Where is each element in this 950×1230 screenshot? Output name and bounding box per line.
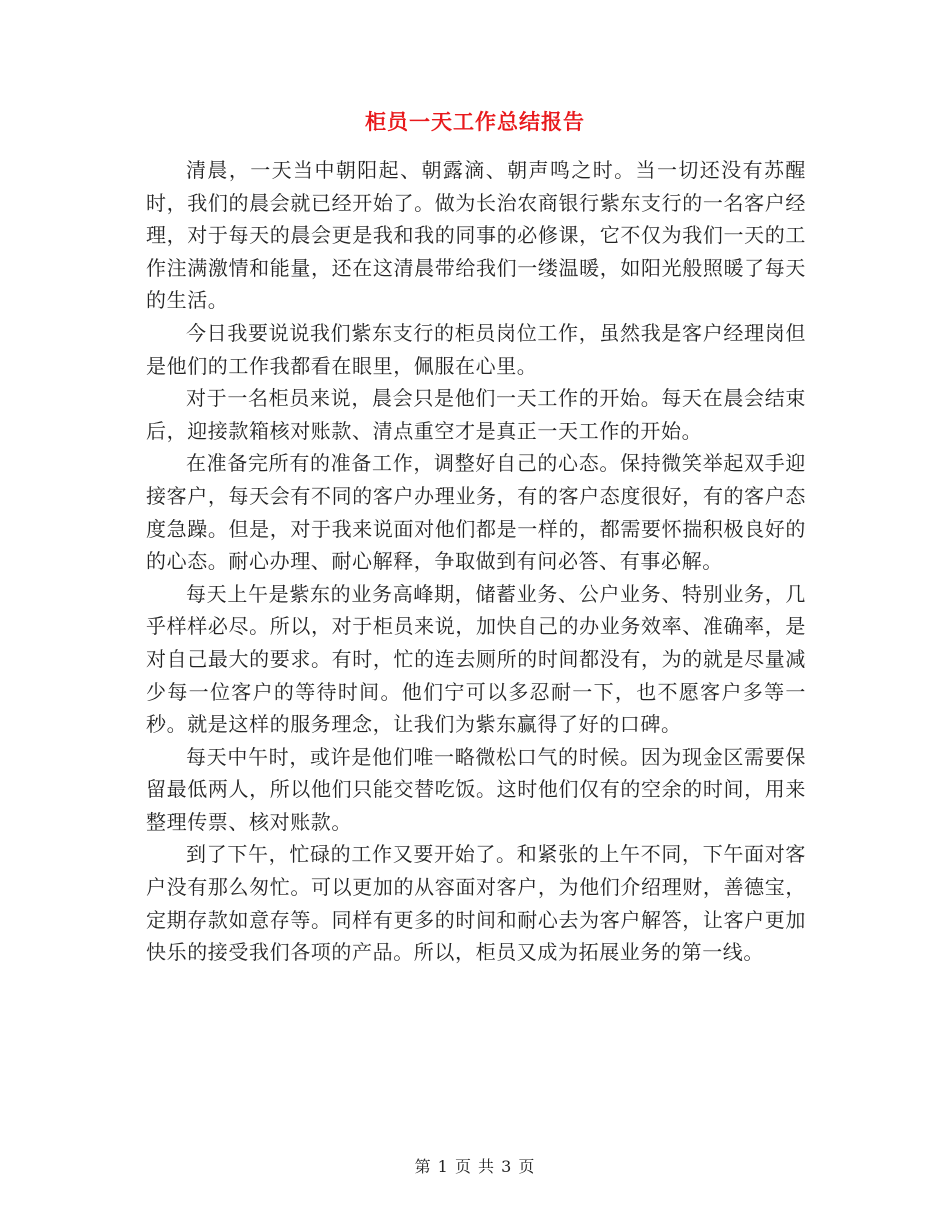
document-body — [146, 154, 806, 969]
page-number-footer: 第 1 页 共 3 页 — [414, 1157, 536, 1176]
paragraph-morning-peak: 每天上午是紫东的业务高峰期，储蓄业务、公户业务、特别业务，几乎样样必尽。所以，对于柜员来说，加快自己的办业务效率、准确率，是对自己最大的要求。有时，忙的连去厕所的时间都没有，为的就是尽量减少每一位客户的等待时间。他们宁可以多忍耐一下，也不愿客户多等一秒。就是这样的服务理念，让我们为紫东赢得了好的口碑。 — [146, 581, 806, 737]
paragraph-attitude: 在准备完所有的准备工作，调整好自己的心态。保持微笑举起双手迎接客户，每天会有不同的客户办理业务，有的客户态度很好，有的客户态度急躁。但是，对于我来说面对他们都是一样的，都需要怀揣积极良好的的心态。耐心办理、耐心解释，争取做到有问必答、有事必解。 — [146, 451, 806, 574]
paragraph-afternoon: 到了下午，忙碌的工作又要开始了。和紧张的上午不同，下午面对客户没有那么匆忙。可以更加的从容面对客户，为他们介绍理财，善德宝，定期存款如意存等。同样有更多的时间和耐心去为客户解答，让客户更加快乐的接受我们各项的产品。所以，柜员又成为拓展业务的第一线。 — [146, 842, 806, 965]
paragraph-work-start: 对于一名柜员来说，晨会只是他们一天工作的开始。每天在晨会结束后，迎接款箱核对账款、清点重空才是真正一天工作的开始。 — [146, 386, 806, 443]
paragraph-noon: 每天中午时，或许是他们唯一略微松口气的时候。因为现金区需要保留最低两人，所以他们只能交替吃饭。这时他们仅有的空余的时间，用来整理传票、核对账款。 — [146, 744, 806, 834]
document-title: 柜员一天工作总结报告 — [365, 110, 585, 134]
paragraph-teller-intro: 今日我要说说我们紫东支行的柜员岗位工作，虽然我是客户经理岗但是他们的工作我都看在眼里，佩服在心里。 — [146, 320, 806, 378]
paragraph-morning-meeting: 清晨，一天当中朝阳起、朝露滴、朝声鸣之时。当一切还没有苏醒时，我们的晨会就已经开始了。做为长治农商银行紫东支行的一名客户经理，对于每天的晨会更是我和我的同事的必修课，它不仅为我们一天的工作注满激情和能量，还在这清晨带给我们一缕温暖，如阳光般照暖了每天的生活。 — [146, 158, 806, 313]
